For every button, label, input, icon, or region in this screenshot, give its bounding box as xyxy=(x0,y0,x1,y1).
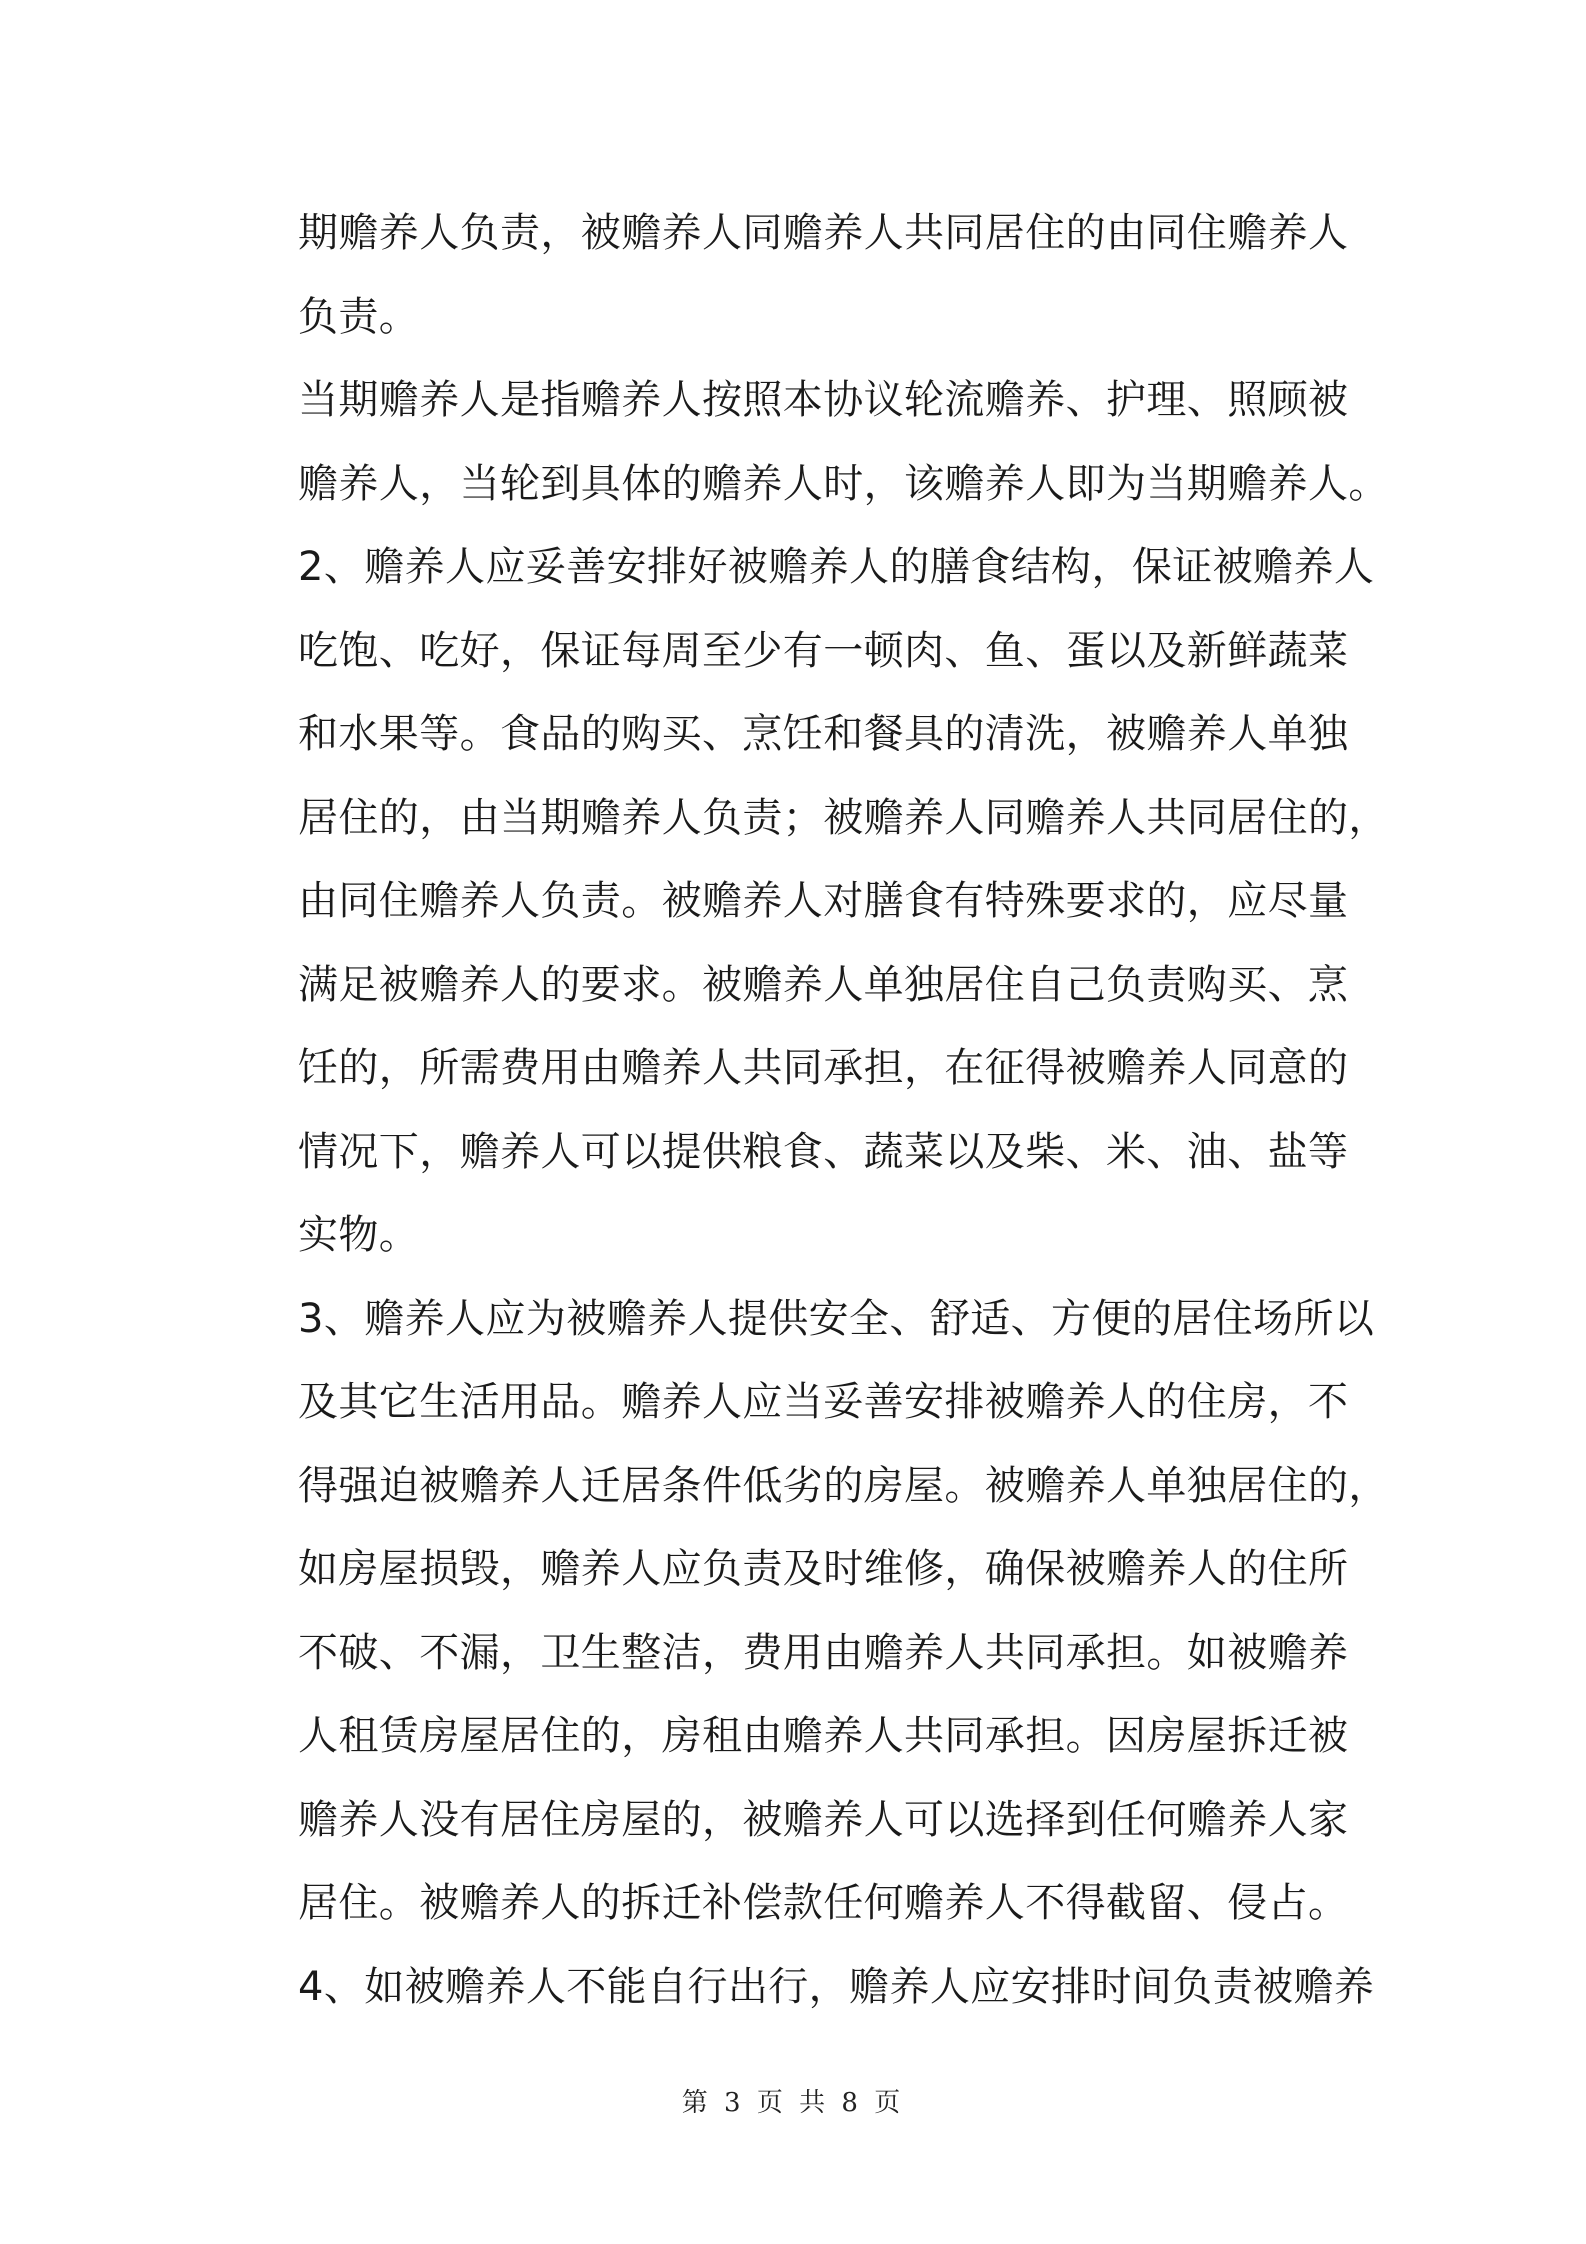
text-line: 实物。 xyxy=(298,1212,420,1258)
text-line: 如房屋损毁，赡养人应负责及时维修，确保被赡养人的住所 xyxy=(298,1546,1349,1592)
text-line: 当期赡养人是指赡养人按照本协议轮流赡养、护理、照顾被 xyxy=(298,377,1349,423)
text-line: 饪的，所需费用由赡养人共同承担，在征得被赡养人同意的 xyxy=(298,1045,1349,1091)
text-line: 不破、不漏，卫生整洁，费用由赡养人共同承担。如被赡养 xyxy=(298,1629,1349,1676)
text-line: 4、如被赡养人不能自行出行，赡养人应安排时间负责被赡养 xyxy=(298,1963,1375,2010)
text-line: 赡养人没有居住房屋的，被赡养人可以选择到任何赡养人家 xyxy=(298,1796,1349,1843)
text-line: 居住的，由当期赡养人负责；被赡养人同赡养人共同居住的， xyxy=(298,794,1389,841)
text-line: 和水果等。食品的购买、烹饪和餐具的清洗，被赡养人单独 xyxy=(298,711,1349,757)
text-line: 居住。被赡养人的拆迁补偿款任何赡养人不得截留、侵占。 xyxy=(298,1880,1349,1926)
text-line: 3、赡养人应为被赡养人提供安全、舒适、方便的居住场所以 xyxy=(298,1295,1375,1342)
text-line: 负责。 xyxy=(298,293,420,340)
text-line: 赡养人，当轮到具体的赡养人时，该赡养人即为当期赡养人。 xyxy=(298,460,1389,507)
text-line: 人租赁房屋居住的，房租由赡养人共同承担。因房屋拆迁被 xyxy=(298,1713,1349,1759)
text-line: 满足被赡养人的要求。被赡养人单独居住自己负责购买、烹 xyxy=(298,961,1349,1008)
text-line: 及其它生活用品。赡养人应当妥善安排被赡养人的住房，不 xyxy=(298,1379,1349,1425)
page-number-footer: 第 3 页 共 8 页 xyxy=(681,2088,905,2118)
text-line: 得强迫被赡养人迁居条件低劣的房屋。被赡养人单独居住的， xyxy=(298,1462,1389,1509)
body-text xyxy=(298,192,1389,2029)
text-line: 2、赡养人应妥善安排好被赡养人的膳食结构，保证被赡养人 xyxy=(298,544,1375,590)
text-line: 吃饱、吃好，保证每周至少有一顿肉、鱼、蛋以及新鲜蔬菜 xyxy=(298,627,1349,674)
text-line: 由同住赡养人负责。被赡养人对膳食有特殊要求的，应尽量 xyxy=(298,878,1349,924)
text-line: 期赡养人负责，被赡养人同赡养人共同居住的由同住赡养人 xyxy=(298,210,1349,256)
text-line: 情况下，赡养人可以提供粮食、蔬菜以及柴、米、油、盐等 xyxy=(298,1128,1349,1175)
